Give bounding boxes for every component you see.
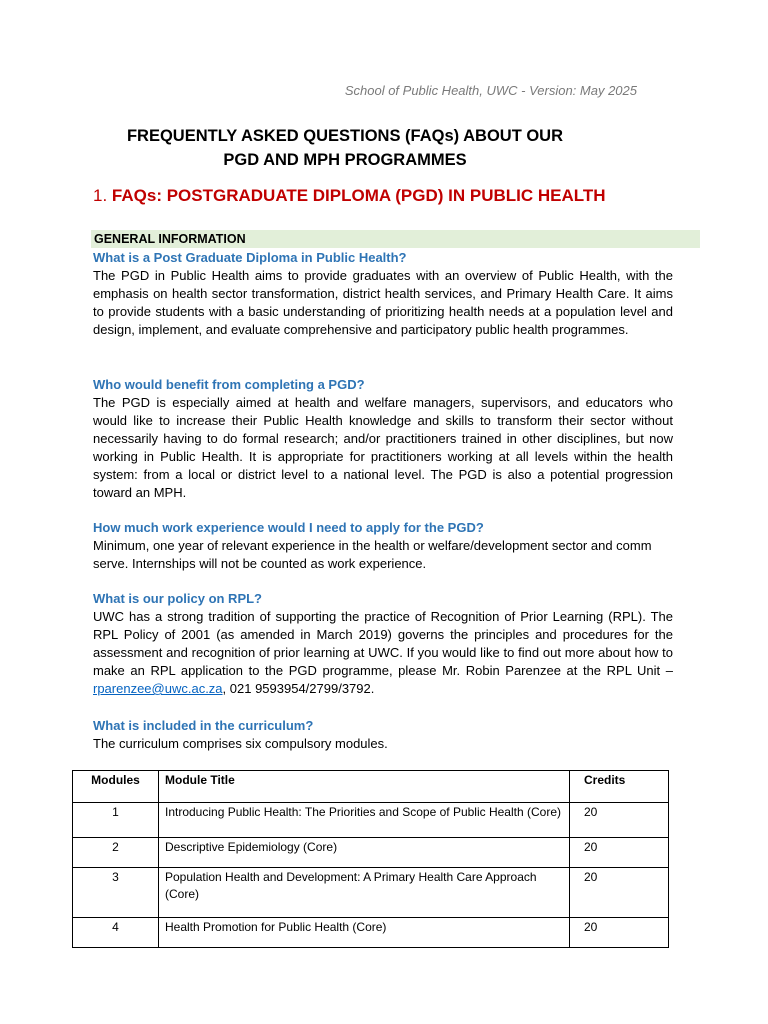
- header-module-title: Module Title: [159, 771, 570, 803]
- faq-answer-curriculum: The curriculum comprises six compulsory modules.: [93, 736, 388, 751]
- section-heading: [93, 186, 606, 206]
- module-title: Population Health and Development: A Primary Health Care Approach (Core): [159, 868, 570, 918]
- module-title: Introducing Public Health: The Priorities and Scope of Public Health (Core): [159, 803, 570, 838]
- rpl-email-link[interactable]: rparenzee@uwc.ac.za: [93, 681, 223, 696]
- faq-answer-who-benefits: The PGD is especially aimed at health and welfare managers, supervisors, and educators who would like to increase their Public Health knowledge and skills to transform their sector without necessarily having to do formal research; and/or practitioners trained in other disciplines, but now working in Public Health. It is appropriate for practitioners working at all levels within the health system: from a local or district level to a national level. The PGD is also a potential progression toward an MPH.: [93, 395, 673, 500]
- section-number: 1.: [93, 186, 108, 205]
- table-row: [73, 918, 669, 948]
- faq-answer-rpl: [93, 608, 673, 698]
- section-label: FAQs: POSTGRADUATE DIPLOMA (PGD) IN PUBLIC HEALTH: [111, 186, 606, 205]
- document-title-line-2: PGD AND MPH PROGRAMMES: [223, 151, 467, 169]
- table-row: [73, 868, 669, 918]
- header-note: School of Public Health, UWC - Version: May 2025: [344, 83, 637, 98]
- module-title: Health Promotion for Public Health (Core): [159, 918, 570, 948]
- rpl-text-after-link: , 021 9593954/2799/3792.: [222, 681, 375, 696]
- document-title-line-1: FREQUENTLY ASKED QUESTIONS (FAQs) ABOUT OUR: [126, 127, 564, 145]
- rpl-text-before-link: UWC has a strong tradition of supporting the practice of Recognition of Prior Learning (RPL). The RPL Policy of 2001 (as amended in March 2019) governs the principles and procedures for the assessment and recognition of prior learning at UWC. If you would like to find out more about how to make an RPL application to the PGD programme, please Mr. Robin Parenzee at the RPL Unit –: [93, 609, 673, 678]
- module-number: 2: [73, 838, 159, 868]
- module-number: 3: [73, 868, 159, 918]
- module-number: 1: [73, 803, 159, 838]
- general-information-heading: GENERAL INFORMATION: [91, 230, 700, 248]
- table-header-row: [73, 771, 669, 803]
- faq-answer-experience-line-1: Minimum, one year of relevant experience in the health or welfare/development sector and comm: [93, 538, 652, 553]
- module-title: Descriptive Epidemiology (Core): [159, 838, 570, 868]
- faq-question-what-is: What is a Post Graduate Diploma in Public Health?: [93, 250, 407, 265]
- module-credits: 20: [570, 803, 669, 838]
- faq-answer-what-is: The PGD in Public Health aims to provide graduates with an overview of Public Health, with the emphasis on health sector transformation, district health services, and Primary Health Care. It aims to provide students with a basic understanding of prioritizing health needs at a population level and design, implement, and evaluate comprehensive and participatory public health programmes.: [93, 268, 673, 337]
- table-row: [73, 838, 669, 868]
- faq-question-who-benefits: Who would benefit from completing a PGD?: [93, 377, 365, 392]
- faq-question-rpl: What is our policy on RPL?: [93, 591, 262, 606]
- faq-question-experience: How much work experience would I need to apply for the PGD?: [93, 520, 484, 535]
- faq-question-curriculum: What is included in the curriculum?: [93, 718, 314, 733]
- faq-answer-experience-line-2: serve. Internships will not be counted as work experience.: [93, 556, 427, 571]
- module-number: 4: [73, 918, 159, 948]
- header-credits: Credits: [570, 771, 669, 803]
- header-modules: Modules: [73, 771, 159, 803]
- module-credits: 20: [570, 918, 669, 948]
- curriculum-table: [72, 770, 669, 948]
- module-credits: 20: [570, 838, 669, 868]
- table-row: [73, 803, 669, 838]
- module-credits: 20: [570, 868, 669, 918]
